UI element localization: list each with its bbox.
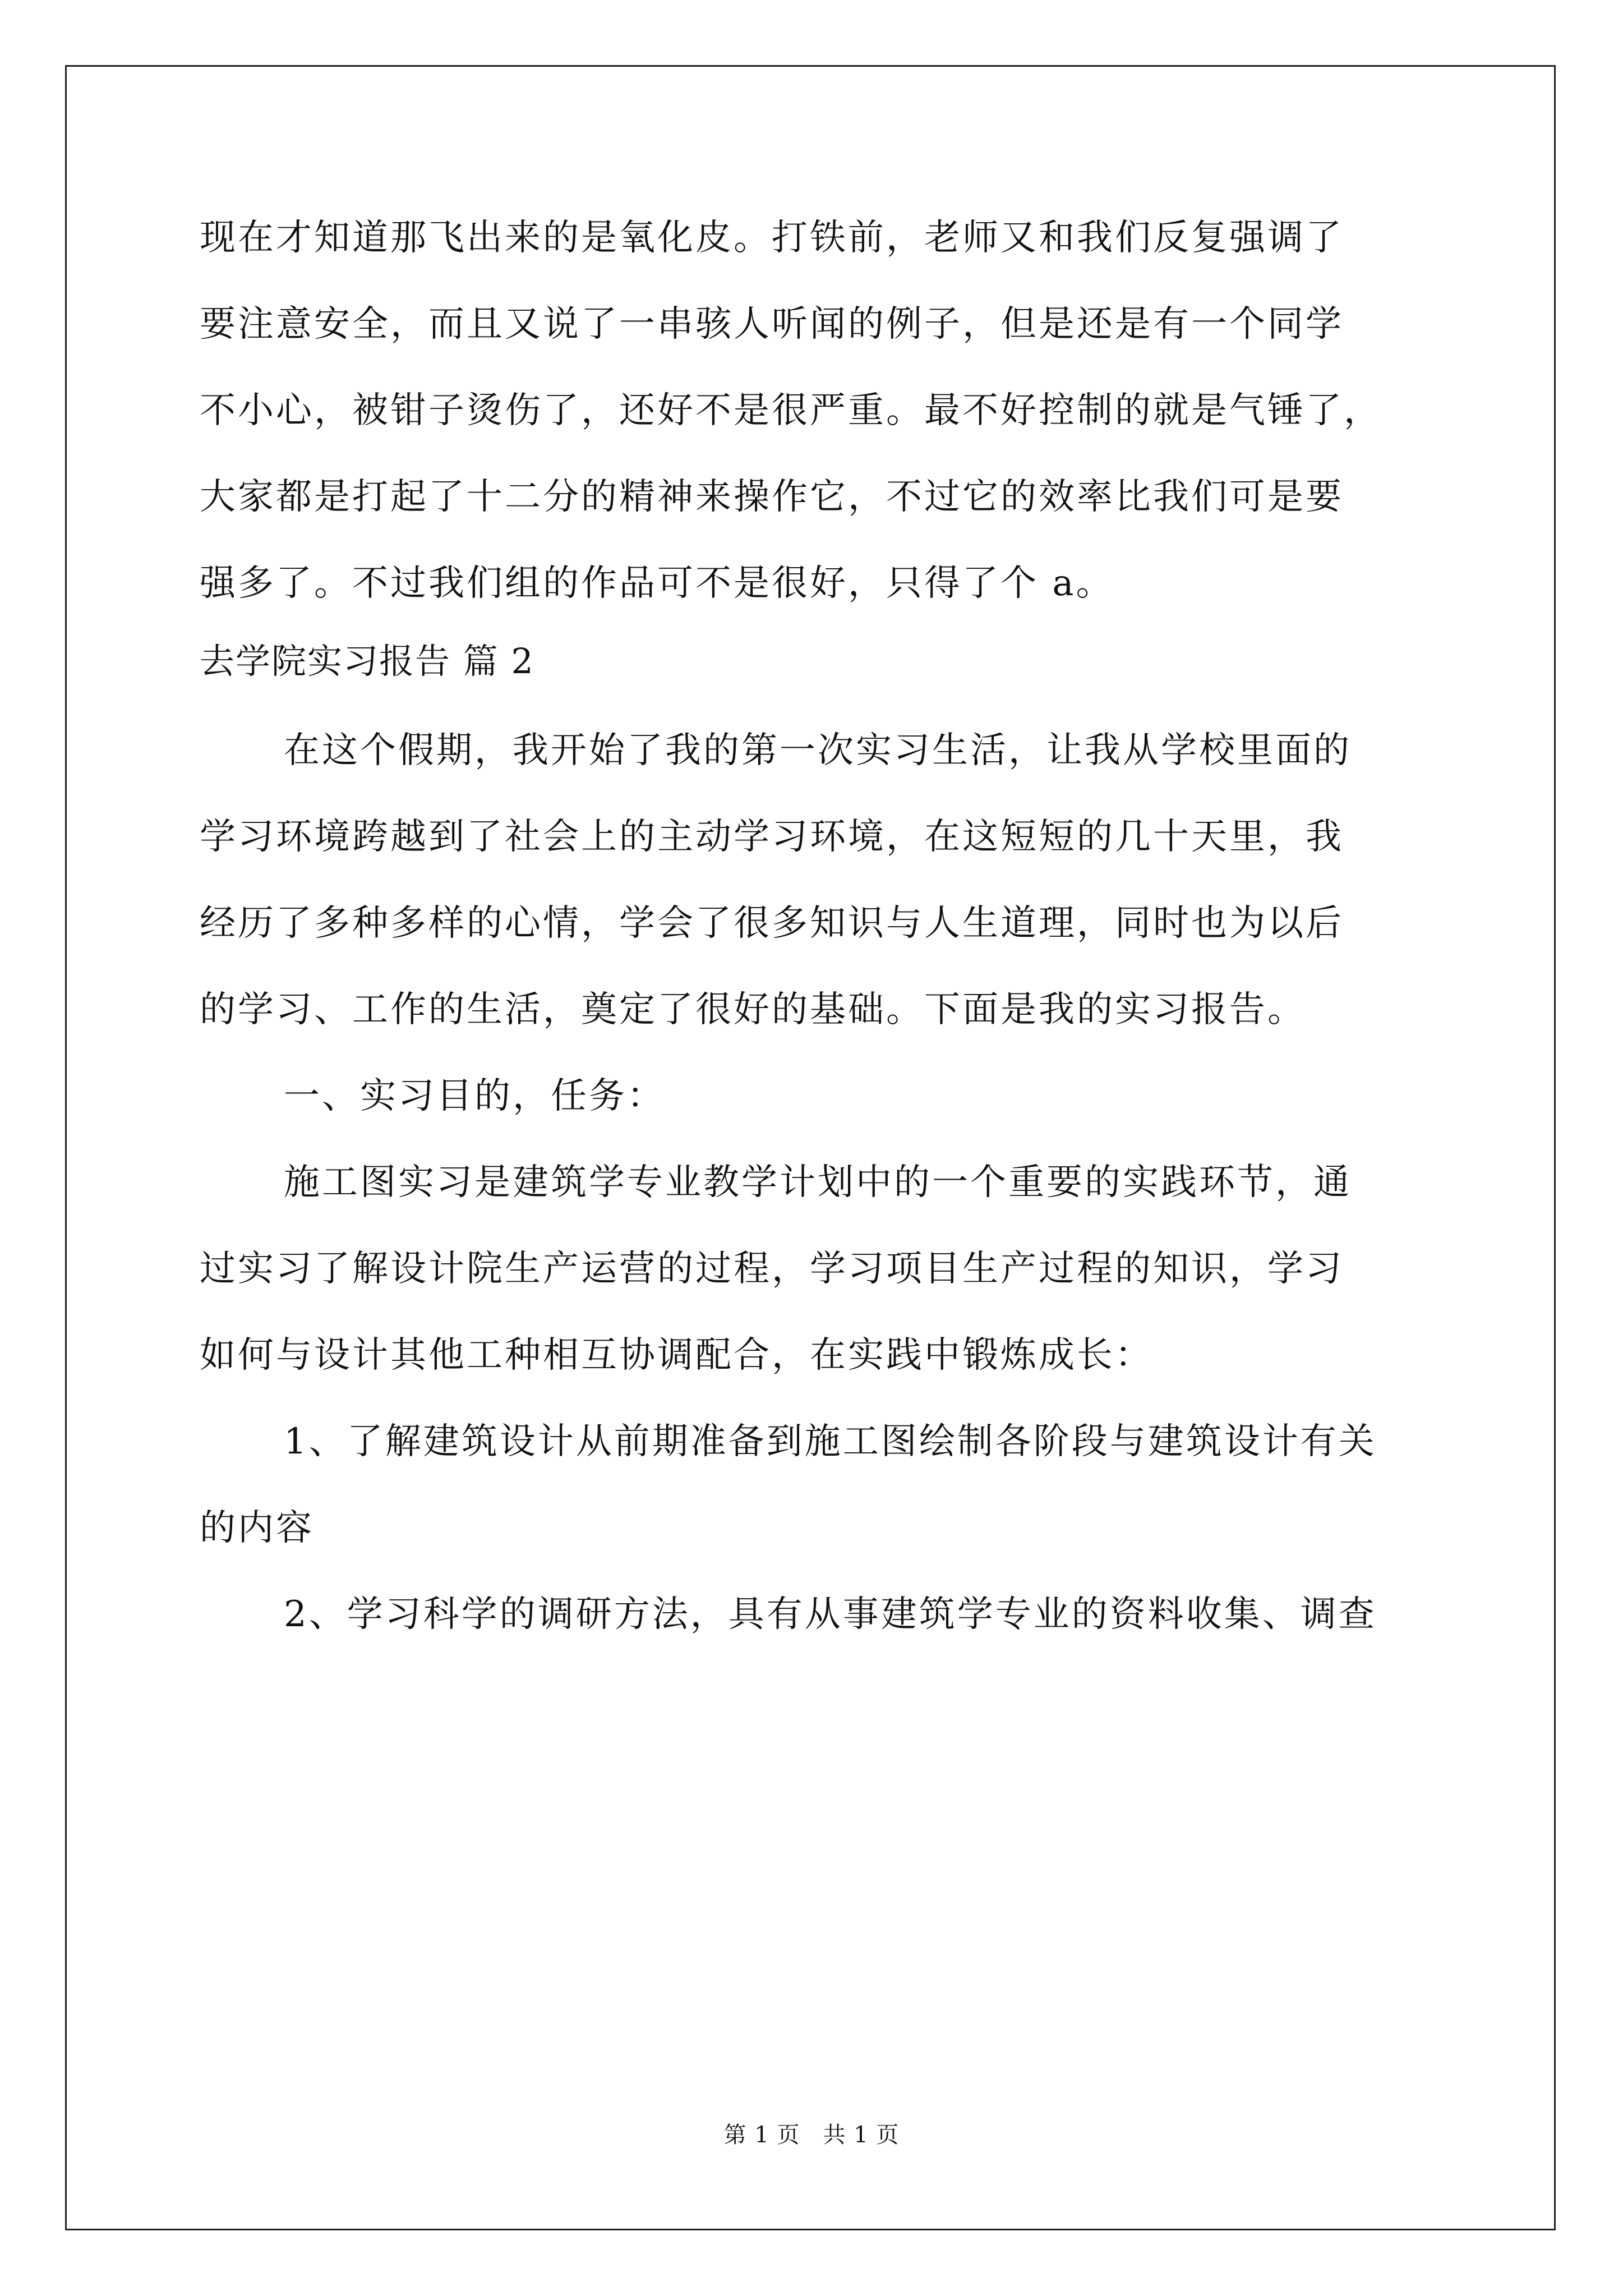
section-heading: 去学院实习报告 篇 2 (200, 641, 534, 682)
page-footer: 第 1 页 共 1 页 (723, 2122, 900, 2148)
paragraph-line: 施工图实习是建筑学专业教学计划中的一个重要的实践环节，通 (284, 1162, 1352, 1203)
paragraph-line: 的学习、工作的生活，奠定了很好的基础。下面是我的实习报告。 (200, 989, 1306, 1030)
paragraph-line: 要注意安全，而且又说了一串骇人听闻的例子，但是还是有一个同学 (200, 303, 1344, 345)
paragraph-line: 过实习了解设计院生产运营的过程，学习项目生产过程的知识，学习 (200, 1248, 1344, 1290)
paragraph-line: 强多了。不过我们组的作品可不是很好，只得了个 a。 (200, 563, 1114, 604)
paragraph-line: 不小心，被钳子烫伤了，还好不是很严重。最不好控制的就是气锤了， (200, 390, 1382, 431)
list-item-line: 1、了解建筑设计从前期准备到施工图绘制各阶段与建筑设计有关 (284, 1421, 1377, 1462)
paragraph-line: 现在才知道那飞出来的是氧化皮。打铁前，老师又和我们反复强调了 (200, 217, 1344, 259)
paragraph-line: 在这个假期，我开始了我的第一次实习生活，让我从学校里面的 (284, 730, 1352, 771)
list-item-line: 2、学习科学的调研方法，具有从事建筑学专业的资料收集、调查 (284, 1594, 1377, 1635)
paragraph-line: 如何与设计其他工种相互协调配合，在实践中锻炼成长： (200, 1335, 1153, 1376)
subheading: 一、实习目的，任务： (284, 1075, 665, 1117)
list-item-line: 的内容 (200, 1507, 314, 1549)
paragraph-line: 经历了多种多样的心情，学会了很多知识与人生道理，同时也为以后 (200, 903, 1344, 944)
paragraph-line: 学习环境跨越到了社会上的主动学习环境，在这短短的几十天里，我 (200, 816, 1344, 858)
paragraph-line: 大家都是打起了十二分的精神来操作它，不过它的效率比我们可是要 (200, 476, 1344, 518)
